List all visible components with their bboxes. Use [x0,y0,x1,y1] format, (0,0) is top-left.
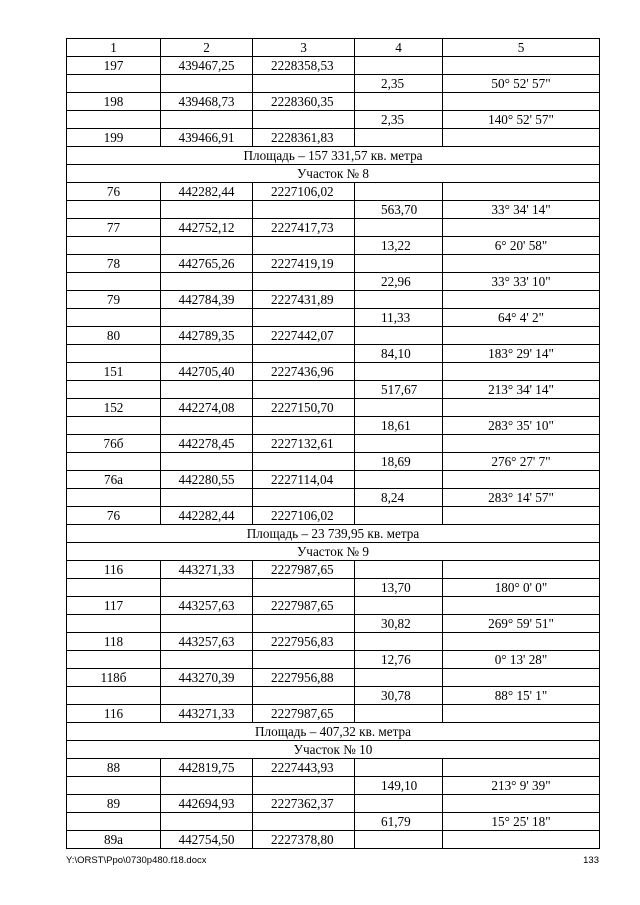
empty-cell [443,57,600,75]
coordinates-table-body [67,39,600,849]
empty-cell [253,111,355,129]
segment-row [67,489,600,507]
empty-cell [161,237,253,255]
empty-cell [253,381,355,399]
empty-cell [253,687,355,705]
empty-cell [355,435,443,453]
point-row [67,633,600,651]
point-row [67,831,600,849]
header-col-5: 5 [443,39,600,57]
segment-row [67,309,600,327]
point-row [67,129,600,147]
coordinate-y: 2227436,96 [253,363,355,381]
coordinate-y: 2227106,02 [253,507,355,525]
coordinate-y: 2227956,88 [253,669,355,687]
coordinate-x: 442765,26 [161,255,253,273]
point-number: 199 [67,129,161,147]
point-number: 118 [67,633,161,651]
empty-cell [161,813,253,831]
segment-row [67,453,600,471]
coordinate-y: 2227442,07 [253,327,355,345]
segment-bearing: 0° 13' 28" [443,651,600,669]
coordinate-y: 2227987,65 [253,561,355,579]
point-number: 197 [67,57,161,75]
point-number: 79 [67,291,161,309]
footer-page-number: 133 [583,855,599,866]
point-number: 88 [67,759,161,777]
point-row [67,561,600,579]
coordinate-x: 442694,93 [161,795,253,813]
empty-cell [443,633,600,651]
empty-cell [253,309,355,327]
empty-cell [355,561,443,579]
coordinate-y: 2227114,04 [253,471,355,489]
coordinate-x: 443270,39 [161,669,253,687]
empty-cell [67,237,161,255]
empty-cell [443,93,600,111]
empty-cell [161,651,253,669]
empty-cell [161,111,253,129]
empty-cell [161,453,253,471]
coordinate-y: 2228358,53 [253,57,355,75]
coordinate-x: 442752,12 [161,219,253,237]
empty-cell [253,579,355,597]
point-row [67,795,600,813]
empty-cell [161,309,253,327]
empty-cell [253,237,355,255]
empty-cell [253,345,355,363]
coordinate-y: 2227132,61 [253,435,355,453]
empty-cell [67,777,161,795]
segment-bearing: 15° 25' 18" [443,813,600,831]
empty-cell [443,129,600,147]
empty-cell [443,507,600,525]
segment-bearing: 213° 34' 14" [443,381,600,399]
point-number: 78 [67,255,161,273]
empty-cell [355,705,443,723]
coordinate-y: 2227417,73 [253,219,355,237]
coordinate-x: 442705,40 [161,363,253,381]
coordinate-y: 2227362,37 [253,795,355,813]
segment-length: 22,96 [355,273,443,291]
segment-length: 18,61 [355,417,443,435]
empty-cell [161,381,253,399]
empty-cell [67,813,161,831]
coordinate-x: 439467,25 [161,57,253,75]
coordinate-x: 439468,73 [161,93,253,111]
coordinate-y: 2227956,83 [253,633,355,651]
point-row [67,327,600,345]
empty-cell [161,75,253,93]
empty-cell [355,93,443,111]
point-row [67,705,600,723]
coordinate-y: 2227106,02 [253,183,355,201]
coordinate-y: 2227378,80 [253,831,355,849]
segment-length: 2,35 [355,75,443,93]
coordinate-x: 443257,63 [161,633,253,651]
coordinate-y: 2227987,65 [253,597,355,615]
segment-bearing: 283° 35' 10" [443,417,600,435]
empty-cell [355,471,443,489]
empty-cell [67,579,161,597]
segment-length: 18,69 [355,453,443,471]
empty-cell [355,291,443,309]
segment-bearing: 50° 52' 57" [443,75,600,93]
coordinate-x: 442278,45 [161,435,253,453]
empty-cell [253,417,355,435]
parcel-heading-row [67,543,600,561]
segment-length: 12,76 [355,651,443,669]
segment-bearing: 140° 52' 57" [443,111,600,129]
empty-cell [355,363,443,381]
point-number: 76а [67,471,161,489]
area-summary: Площадь – 157 331,57 кв. метра [67,147,600,165]
coordinate-y: 2227443,93 [253,759,355,777]
coordinate-x: 442282,44 [161,183,253,201]
segment-row [67,201,600,219]
segment-bearing: 33° 33' 10" [443,273,600,291]
empty-cell [67,201,161,219]
coordinate-x: 442274,08 [161,399,253,417]
segment-bearing: 180° 0' 0" [443,579,600,597]
empty-cell [253,777,355,795]
point-number: 80 [67,327,161,345]
coordinate-x: 442784,39 [161,291,253,309]
coordinate-x: 443271,33 [161,561,253,579]
segment-row [67,777,600,795]
parcel-heading: Участок № 10 [67,741,600,759]
point-row [67,363,600,381]
empty-cell [355,399,443,417]
empty-cell [355,633,443,651]
table-header-row [67,39,600,57]
point-number: 152 [67,399,161,417]
segment-length: 517,67 [355,381,443,399]
empty-cell [443,363,600,381]
empty-cell [253,651,355,669]
point-number: 89а [67,831,161,849]
empty-cell [253,201,355,219]
empty-cell [443,291,600,309]
empty-cell [161,687,253,705]
empty-cell [67,75,161,93]
empty-cell [355,57,443,75]
segment-length: 11,33 [355,309,443,327]
empty-cell [253,273,355,291]
point-row [67,759,600,777]
point-number: 117 [67,597,161,615]
empty-cell [161,615,253,633]
point-row [67,435,600,453]
empty-cell [443,435,600,453]
segment-row [67,417,600,435]
parcel-heading-row [67,165,600,183]
empty-cell [161,417,253,435]
empty-cell [355,219,443,237]
empty-cell [355,183,443,201]
area-summary-row [67,525,600,543]
coordinate-x: 442282,44 [161,507,253,525]
segment-bearing: 183° 29' 14" [443,345,600,363]
coordinate-x: 442789,35 [161,327,253,345]
header-col-3: 3 [253,39,355,57]
empty-cell [161,489,253,507]
point-number: 116 [67,705,161,723]
empty-cell [67,111,161,129]
empty-cell [443,669,600,687]
empty-cell [67,651,161,669]
point-row [67,183,600,201]
coordinate-x: 443271,33 [161,705,253,723]
coordinates-table [66,38,600,849]
segment-length: 13,70 [355,579,443,597]
segment-row [67,687,600,705]
empty-cell [443,219,600,237]
coordinate-y: 2228360,35 [253,93,355,111]
empty-cell [67,453,161,471]
empty-cell [67,381,161,399]
segment-length: 2,35 [355,111,443,129]
empty-cell [443,705,600,723]
segment-row [67,345,600,363]
area-summary-row [67,147,600,165]
coordinate-y: 2227419,19 [253,255,355,273]
empty-cell [355,507,443,525]
segment-bearing: 269° 59' 51" [443,615,600,633]
empty-cell [355,255,443,273]
point-number: 198 [67,93,161,111]
header-col-2: 2 [161,39,253,57]
empty-cell [67,489,161,507]
segment-row [67,813,600,831]
empty-cell [443,471,600,489]
segment-row [67,75,600,93]
point-row [67,219,600,237]
segment-row [67,381,600,399]
empty-cell [355,831,443,849]
segment-row [67,111,600,129]
point-row [67,399,600,417]
empty-cell [67,345,161,363]
segment-bearing: 88° 15' 1" [443,687,600,705]
point-row [67,57,600,75]
empty-cell [443,561,600,579]
segment-bearing: 64° 4' 2" [443,309,600,327]
coordinate-x: 442754,50 [161,831,253,849]
empty-cell [67,687,161,705]
area-summary: Площадь – 407,32 кв. метра [67,723,600,741]
empty-cell [67,615,161,633]
coordinate-y: 2227150,70 [253,399,355,417]
segment-length: 8,24 [355,489,443,507]
coordinate-y: 2227987,65 [253,705,355,723]
empty-cell [253,75,355,93]
point-row [67,669,600,687]
empty-cell [67,417,161,435]
segment-bearing: 276° 27' 7" [443,453,600,471]
segment-bearing: 283° 14' 57" [443,489,600,507]
coordinate-x: 442280,55 [161,471,253,489]
empty-cell [443,759,600,777]
header-col-1: 1 [67,39,161,57]
segment-row [67,273,600,291]
empty-cell [355,669,443,687]
segment-row [67,651,600,669]
point-number: 76б [67,435,161,453]
point-number: 76 [67,183,161,201]
empty-cell [161,777,253,795]
coordinate-x: 439466,91 [161,129,253,147]
empty-cell [443,255,600,273]
empty-cell [443,327,600,345]
empty-cell [161,201,253,219]
point-row [67,597,600,615]
point-number: 151 [67,363,161,381]
coordinate-x: 443257,63 [161,597,253,615]
point-number: 118б [67,669,161,687]
empty-cell [443,831,600,849]
segment-length: 149,10 [355,777,443,795]
parcel-heading-row [67,741,600,759]
empty-cell [161,579,253,597]
empty-cell [443,597,600,615]
empty-cell [355,759,443,777]
point-row [67,507,600,525]
parcel-heading: Участок № 9 [67,543,600,561]
point-row [67,291,600,309]
segment-length: 13,22 [355,237,443,255]
segment-bearing: 6° 20' 58" [443,237,600,255]
empty-cell [253,489,355,507]
segment-bearing: 213° 9' 39" [443,777,600,795]
segment-bearing: 33° 34' 14" [443,201,600,219]
footer-file-path: Y:\ORST\Ppo\0730p480.f18.docx [66,855,207,866]
point-number: 89 [67,795,161,813]
segment-row [67,237,600,255]
empty-cell [161,273,253,291]
segment-length: 563,70 [355,201,443,219]
coordinate-y: 2228361,83 [253,129,355,147]
empty-cell [355,327,443,345]
empty-cell [355,597,443,615]
header-col-4: 4 [355,39,443,57]
empty-cell [355,795,443,813]
area-summary: Площадь – 23 739,95 кв. метра [67,525,600,543]
coordinate-y: 2227431,89 [253,291,355,309]
empty-cell [253,453,355,471]
empty-cell [67,273,161,291]
parcel-heading: Участок № 8 [67,165,600,183]
empty-cell [443,795,600,813]
empty-cell [443,399,600,417]
segment-length: 30,78 [355,687,443,705]
empty-cell [253,615,355,633]
segment-length: 61,79 [355,813,443,831]
point-row [67,93,600,111]
segment-length: 30,82 [355,615,443,633]
empty-cell [161,345,253,363]
point-number: 77 [67,219,161,237]
empty-cell [67,309,161,327]
segment-row [67,615,600,633]
point-number: 116 [67,561,161,579]
empty-cell [253,813,355,831]
coordinate-x: 442819,75 [161,759,253,777]
area-summary-row [67,723,600,741]
point-number: 76 [67,507,161,525]
segment-length: 84,10 [355,345,443,363]
empty-cell [355,129,443,147]
segment-row [67,579,600,597]
point-row [67,255,600,273]
empty-cell [443,183,600,201]
point-row [67,471,600,489]
